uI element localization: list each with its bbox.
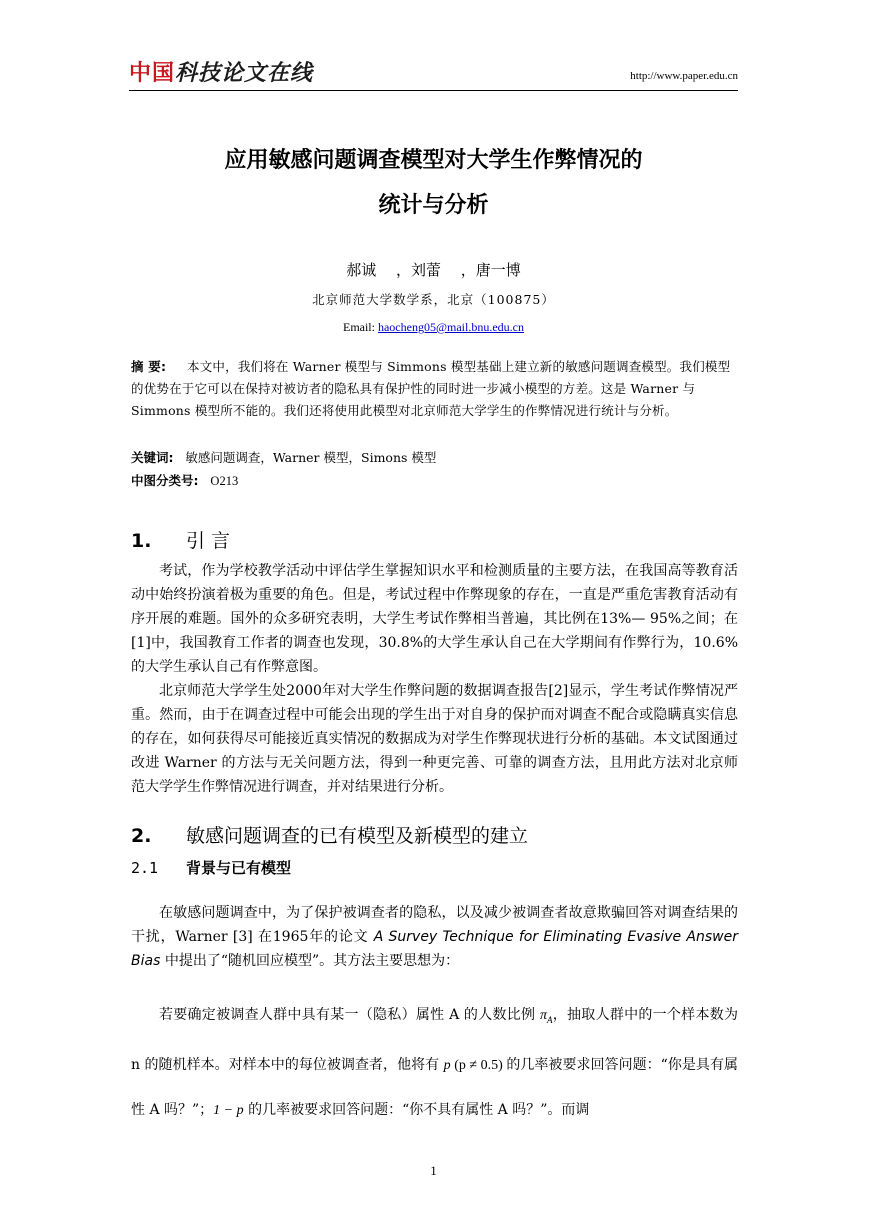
section21-number: 2.1 [131, 859, 159, 877]
email-label: Email: [342, 320, 378, 334]
para2-text-c: 的几率被要求回答问题：“你是具有属性 A 吗？”； [131, 1056, 738, 1118]
logo-part-dark: 科技论文在线 [175, 61, 314, 86]
prob-condition: (p ≠ 0.5) [450, 1057, 507, 1073]
classification-line [131, 471, 738, 489]
para1-text-a: 在敏感问题调查中，为了保护被调查者的隐私，以及减少被调查者故意欺骗回答对调查结果的干扰，Warner [3] 在1965年的论文 [131, 905, 738, 945]
cited-paper-title: A Survey Technique for Eliminating Evasive Answer Bias [131, 929, 738, 969]
section21-paragraph2 [131, 993, 738, 1133]
paper-title-line2: 统计与分析 [378, 193, 489, 218]
section2-title: 敏感问题调查的已有模型及新模型的建立 [186, 825, 529, 847]
section1-body [131, 559, 738, 799]
section2-heading [131, 821, 528, 848]
para2-text-a: 若要确定被调查人群中具有某一（隐私）属性 A 的人数比例 [159, 1007, 540, 1023]
journal-logo [129, 60, 313, 88]
section1-number: 1. [131, 530, 152, 552]
pi-subscript: A [547, 1014, 553, 1025]
prob-p: p [443, 1057, 451, 1073]
keywords-text: 敏感问题调查，Warner 模型，Simons 模型 [185, 450, 437, 465]
paper-title-line1: 应用敏感问题调查模型对大学生作弊情况的 [224, 148, 643, 173]
para2-text-d: 的几率被要求回答问题：“你不具有属性 A 吗？”。而调 [243, 1101, 590, 1118]
complement-prob: 1 − p [213, 1102, 244, 1118]
para1-text-b: 中提出了“随机回应模型”。其方法主要思想为： [160, 953, 460, 969]
section2-number: 2. [131, 825, 152, 847]
email-line [129, 320, 738, 335]
keywords-label: 关键词: [131, 450, 174, 465]
section1-paragraph2: 北京师范大学学生处2000年对大学生作弊问题的数据调查报告[2]显示，学生考试作弊情况严重。然而，由于在调查过程中可能会出现的学生出于对自身的保护而对调查不配合或隐瞒真实信息的存在，如何获得尽可能接近真实情况的数据成为对学生作弊现状进行分析的基础。本文试图通过改进 Warner 的方法与无关问题方法，得到一种更完善、可靠的调查方法，且用此方法对北京师范大学学生作弊情况进行调查，并对结果进行分析。 [131, 683, 738, 795]
affiliation: 北京师范大学数学系，北京（100875） [312, 292, 555, 307]
section21-paragraph1 [131, 901, 738, 973]
section21-title: 背景与已有模型 [186, 859, 292, 877]
section1-heading [131, 526, 230, 553]
classification-label: 中图分类号: [131, 473, 199, 488]
authors: 郝诚 ，刘蕾 ，唐一博 [346, 261, 521, 279]
logo-part-red: 中国 [129, 61, 176, 86]
header-url[interactable]: http://www.paper.edu.cn [630, 70, 738, 82]
abstract-label: 摘 要 [131, 359, 161, 374]
keywords-line [131, 448, 738, 466]
section1-paragraph1: 考试，作为学校教学活动中评估学生掌握知识水平和检测质量的主要方法，在我国高等教育活动中始终扮演着极为重要的角色。但是，考试过程中作弊现象的存在，一直是严重危害教育活动有序开展的难题。国外的众多研究表明，大学生考试作弊相当普遍，其比例在13%— 95%之间；在[1]中，我国教育工作者的调查也发现，30.8%的大学生承认自己在大学期间有作弊行为，10.6%的大学生承认自己有作弊意图。 [131, 563, 738, 675]
email-link[interactable]: haocheng05@mail.bnu.edu.cn [377, 320, 524, 334]
section1-title: 引 言 [186, 530, 231, 552]
section21-heading [131, 857, 291, 878]
abstract: 摘 要: 本文中，我们将在 Warner 模型与 Simmons 模型基础上建立新的敏感问题调查模型。我们模型的优势在于它可以在保持对被访者的隐私具有保护性的同时进一步减小模型的方差。这是 Warner 与 Simmons 模型所不能的。我们还将使用此模型对北京师范大学学生的作弊情况进行统计与分析。 [131, 359, 731, 418]
classification-text: O213 [210, 474, 239, 488]
page-number: 1 [430, 1163, 437, 1178]
abstract-text: 本文中，我们将在 Warner 模型与 Simmons 模型基础上建立新的敏感问题调查模型。我们模型的优势在于它可以在保持对被访者的隐私具有保护性的同时进一步减小模型的方差。这是 Warner 与 Simmons 模型所不能的。我们还将使用此模型对北京师范大学学生的作弊情况进行统计与分析。 [131, 359, 731, 418]
pi-symbol: π [539, 1008, 547, 1023]
page-header [129, 60, 738, 91]
para2-text-b: ，抽取人群中的一个样本数为 n 的随机样本。对样本中的每位被调查者，他将有 [131, 1007, 738, 1073]
